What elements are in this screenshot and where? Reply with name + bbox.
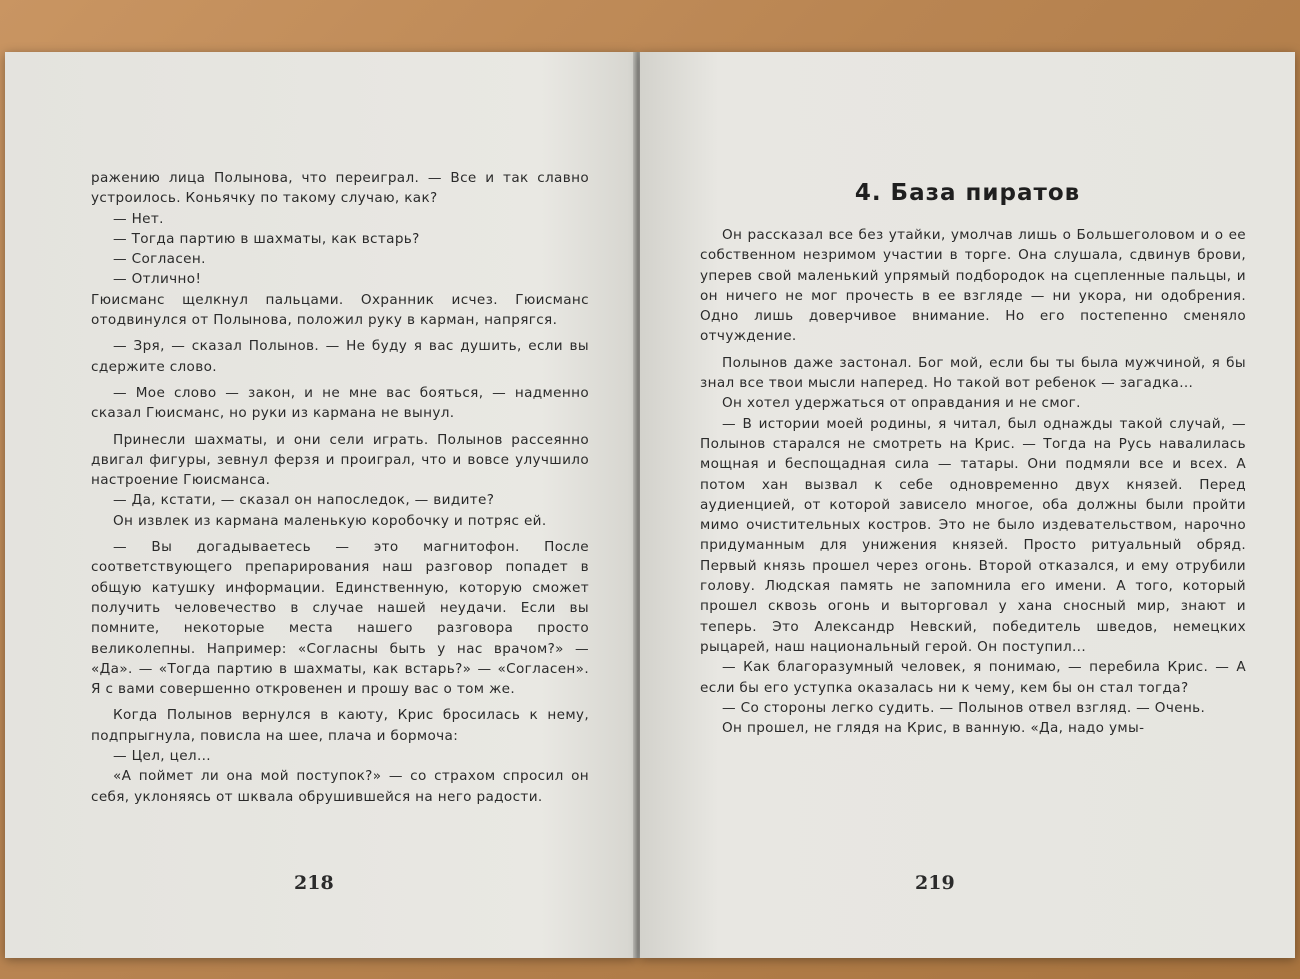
paragraph: — Тогда партию в шахматы, как встарь?	[113, 230, 420, 247]
paragraph: — Как благоразумный человек, я понимаю, — перебила Крис. — А если бы его уступка оказалась ни к чему, кем бы он стал тогда?	[700, 659, 1246, 696]
paragraph: — Нет.	[113, 210, 164, 227]
paragraph: — Цел, цел...	[113, 748, 211, 765]
paragraph: Когда Полынов вернулся в каюту, Крис бросилась к нему, подпрыгнула, повисла на шее, плача и бормоча:	[91, 707, 589, 744]
paragraph: — Отлично!	[113, 271, 202, 288]
paragraph: Он извлек из кармана маленькую коробочку и потряс ей.	[113, 512, 547, 529]
page-number-right: 219	[915, 872, 955, 894]
paragraph: Он рассказал все без утайки, умолчав лишь о Большеголовом и о ее собственном незримом участии в торге. Она слушала, сдвинув брови, уперев свой маленький упрямый подбородок на сцепленные пальцы, и он ничего не мог прочесть в ее взгляде — ни укора, ни одобрения. Одно лишь доверчивое внимание. Но его постепенно сменяло отчуждение.	[700, 227, 1246, 345]
paragraph: Полынов даже застонал. Бог мой, если бы ты была мужчиной, я бы знал все твои мысли наперед. Но такой вот ребенок — загадка...	[700, 354, 1246, 392]
paragraph: Он прошел, не глядя на Крис, в ванную. «Да, надо умы-	[722, 720, 1145, 737]
paragraph: Гюисманс щелкнул пальцами. Охранник исчез. Гюисманс отодвинулся от Полынова, положил руку в карман, напрягся.	[91, 291, 589, 329]
paragraph: ражению лица Полынова, что переиграл. — Все и так славно устроилось. Коньячку по такому случаю, как?	[91, 170, 589, 207]
paragraph: — Да, кстати, — сказал он напоследок, — видите?	[113, 492, 495, 509]
paragraph: Принесли шахматы, и они сели играть. Полынов рассеянно двигал фигуры, зевнул ферзя и проиграл, что и вовсе улучшило настроение Гюисманса.	[91, 431, 589, 489]
paragraph: — Мое слово — закон, и не мне вас бояться, — надменно сказал Гюисманс, но руки из кармана не вынул.	[91, 384, 589, 422]
page-number-left: 218	[294, 872, 334, 894]
paragraph: — Со стороны легко судить. — Полынов отвел взгляд. — Очень.	[722, 699, 1206, 716]
right-page-text	[700, 225, 1246, 738]
paragraph: Он хотел удержаться от оправдания и не смог.	[722, 395, 1081, 412]
paragraph: — Зря, — сказал Полынов. — Не буду я вас душить, если вы сдержите слово.	[91, 338, 589, 375]
chapter-title: 4. База пиратов	[854, 180, 1081, 206]
paragraph: «А поймет ли она мой поступок?» — со страхом спросил он себя, уклоняясь от шквала обрушившейся на него радости.	[91, 768, 589, 805]
paragraph: — В истории моей родины, я читал, был однажды такой случай, — Полынов старался не смотреть на Крис. — Тогда на Русь навалилась мощная и беспощадная сила — татары. Они подмяли все и всех. А потом хан вызвал к себе одновременно двух князей. Перед аудиенцией, от которой зависело многое, оба должны были пройти мимо очистительных костров. Это не было издевательством, нарочно придуманным для унижения князей. Просто ритуальный обряд. Первый князь прошел через огонь. Второй отказался, и ему отрубили голову. Людская память не запомнила его имени. А того, который прошел сквозь огонь и выторговал у хана сносный мир, знают и теперь. Это Александр Невский, победитель шведов, немецких рыцарей, наш национальный герой. Он поступил...	[700, 415, 1246, 655]
paragraph: — Согласен.	[113, 251, 206, 268]
paragraph: — Вы догадываетесь — это магнитофон. После соответствующего препарирования наш разговор попадет в общую катушку информации. Единственную, которую сможет получить человечество в случае нашей неудачи. Если вы помните, некоторые места нашего разговора просто великолепны. Например: «Согласны быть у нас врачом?» — «Да». — «Тогда партию в шахматы, как встарь?» — «Согласен». Я с вами совершенно откровенен и прошу вас о том же.	[91, 539, 589, 698]
right-page	[640, 52, 1295, 958]
left-page	[5, 52, 636, 958]
left-page-text	[91, 168, 589, 807]
